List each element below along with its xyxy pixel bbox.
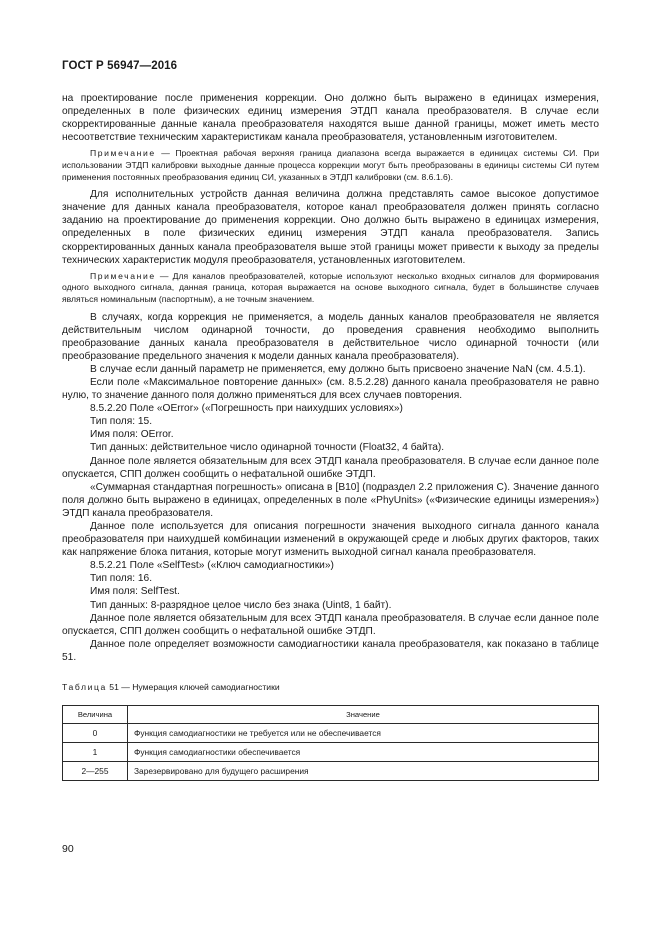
table-caption-label: Таблица [62,682,107,693]
field-name: Имя поля: OError. [90,429,174,441]
paragraph: Для исполнительных устройств данная величина должна представлять самое высокое допустимое значение для данных канала преобразователя, которое канал преобразователя должен принять согласно заданию на проектирование до применения коррекции. Оно должно быть выражено в единицах измерения, определенных в поле физических единиц измерения ЭТДП канала преобразователя. Запись скорректированных данных канала преобразователя выше этой границы может привести к выходу за пределы технических характеристик модуля преобразователя, установленных изготовителем. [62,189,599,266]
note-text: — Проектная рабочая верхняя граница диапазона всегда выражается в единицах системы СИ. При использовании ЭТДП калибровки выходные данные процесса коррекции могут быть преобразованы в единицы системы СИ путем применения постоянных преобразования единиц СИ, указанных в ЭТДП калибровки (см. 8.6.1.6). [62,148,599,182]
paragraph: «Суммарная стандартная погрешность» описана в [В10] (подраздел 2.2 приложения С). Значение данного поля должно быть выражено в единицах, определенных в поле «PhyUnits» («Физические единицы измерения») ЭТДП канала преобразователя. [62,481,599,519]
paragraph: на проектирование после применения коррекции. Оно должно быть выражено в единицах измерения, определенных в поле физических единиц измерения ЭТДП канала преобразователя. В случае если скорректированные данные канала преобразователя находятся выше данной границы, может иметь место несоответствие техническим характеристикам канала преобразователя, установленным изготовителем. [62,93,599,144]
cell-value: 1 [63,743,128,762]
table-row [63,762,599,781]
table-caption [62,681,599,694]
column-header-value: Величина [63,706,128,724]
cell-value: 0 [63,724,128,743]
note-label: Примечание [90,270,156,281]
paragraph: В случаях, когда коррекция не применяется, а модель данных каналов преобразователя не является действительным числом одинарной точности, до проведения сравнения необходимо выполнить преобразование данных канала преобразователя в действительное число одинарной точности (или преобразование предельного значения к модели данных канала преобразователя). [62,311,599,362]
note [62,148,599,183]
table-row [63,743,599,762]
field-name: Имя поля: SelfTest. [90,586,180,598]
paragraph: Данное поле определяет возможности самодиагностики канала преобразователя, как показано в таблице 51. [62,638,599,663]
section-heading: 8.5.2.21 Поле «SelfTest» («Ключ самодиагностики») [90,560,334,572]
cell-value: 2—255 [63,762,128,781]
field-data-type: Тип данных: 8-разрядное целое число без знака (Uint8, 1 байт). [90,599,392,611]
field-data-type: Тип данных: действительное число одинарной точности (Float32, 4 байта). [90,442,445,454]
note-label: Примечание [90,148,156,159]
table-caption-text: 51 — Нумерация ключей самодиагностики [106,682,280,693]
note-text: — Для каналов преобразователей, которые используют несколько входных сигналов для формирования одного выходного сигнала, данная граница, которая выражается на основе выходного сигнала, будет в большинстве случаев являться номинальным (паспортным), а не точным значением. [62,270,599,304]
paragraph: В случае если данный параметр не применяется, ему должно быть присвоено значение NaN (см. 4.5.1). [90,363,586,375]
paragraph: Данное поле является обязательным для всех ЭТДП канала преобразователя. В случае если данное поле опускается, СПП должен сообщить о нефатальной ошибке ЭТДП. [62,612,599,637]
table-header-row [63,706,599,724]
self-test-keys-table [62,705,599,781]
cell-meaning: Функция самодиагностики обеспечивается [128,743,599,762]
field-type: Тип поля: 15. [90,416,153,428]
page-number: 90 [62,843,74,855]
column-header-meaning: Значение [128,706,599,724]
paragraph: Данное поле является обязательным для всех ЭТДП канала преобразователя. В случае если данное поле опускается, СПП должен сообщить о нефатальной ошибке ЭТДП. [62,455,599,480]
page-body [62,92,599,781]
cell-meaning: Функция самодиагностики не требуется или не обеспечивается [128,724,599,743]
paragraph: Данное поле используется для описания погрешности значения выходного сигнала данного канала преобразователя при наихудшей комбинации изменений в окружающей среде и любых других факторов, таких как напряжение блока питания, которые могут изменить выходной сигнал канала преобразователя. [62,521,599,559]
section-heading: 8.5.2.20 Поле «OError» («Погрешность при наихудших условиях») [90,403,403,415]
document-header: ГОСТ Р 56947—2016 [62,60,178,72]
paragraph: Если поле «Максимальное повторение данных» (см. 8.5.2.28) данного канала преобразователя не равно нулю, то значение данного поля должно применяться для всех случаев повторения. [62,376,599,402]
cell-meaning: Зарезервировано для будущего расширения [128,762,599,781]
field-type: Тип поля: 16. [90,573,153,585]
table-row [63,724,599,743]
note [62,271,599,306]
